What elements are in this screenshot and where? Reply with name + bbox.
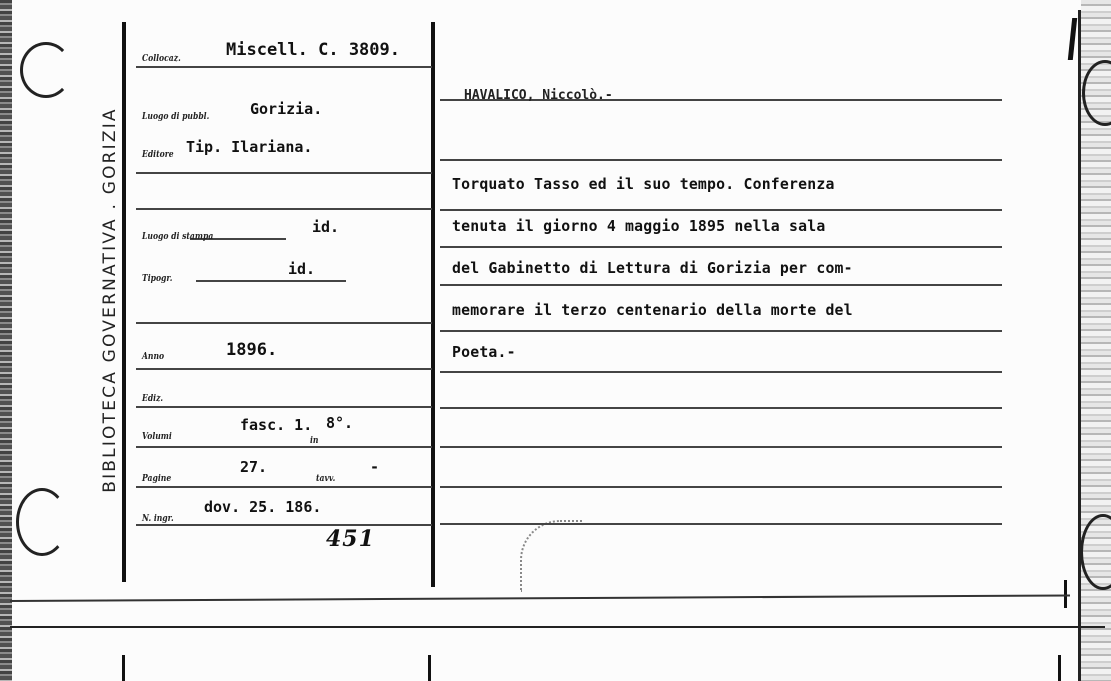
field-rule bbox=[136, 486, 432, 488]
author-heading: HAVALICO, Niccolò.- bbox=[464, 88, 613, 103]
tavole-label: tavv. bbox=[316, 474, 336, 484]
luogo-pubbl-label: Luogo di pubbl. bbox=[142, 112, 210, 122]
punch-hole-bottom-left bbox=[16, 488, 68, 556]
anno-value: 1896. bbox=[226, 340, 278, 360]
card-bottom-border bbox=[10, 594, 1070, 602]
volumi-value: fasc. 1. bbox=[240, 416, 313, 434]
tavole-value: - bbox=[370, 458, 380, 476]
luogo-pubbl-value: Gorizia. bbox=[250, 100, 323, 118]
collocazione-label: Collocaz. bbox=[142, 54, 181, 64]
editore-label: Editore bbox=[142, 150, 174, 160]
field-underline bbox=[196, 280, 346, 282]
next-card-tick-right bbox=[1058, 655, 1061, 681]
editore-value: Tip. Ilariana. bbox=[186, 138, 313, 156]
field-rule bbox=[136, 446, 432, 448]
entry-rule bbox=[440, 486, 1002, 488]
entry-rule bbox=[440, 407, 1002, 409]
title-line-5: Poeta.- bbox=[452, 344, 516, 361]
entry-rule bbox=[440, 523, 1002, 525]
field-rule bbox=[136, 368, 432, 370]
volumi-format: 8°. bbox=[326, 414, 354, 432]
anno-label: Anno bbox=[142, 352, 165, 362]
title-line-3: del Gabinetto di Lettura di Gorizia per com- bbox=[452, 260, 853, 277]
title-line-1: Torquato Tasso ed il suo tempo. Conferenza bbox=[452, 176, 835, 193]
entry-rule bbox=[440, 371, 1002, 373]
luogo-stampa-label: Luogo di stampa bbox=[142, 232, 214, 242]
collocazione-value: Miscell. C. 3809. bbox=[226, 40, 400, 60]
next-card-tick-left bbox=[122, 655, 125, 681]
field-rule bbox=[136, 322, 432, 324]
title-line-2: tenuta il giorno 4 maggio 1895 nella sala bbox=[452, 218, 826, 235]
card-next-border bbox=[10, 626, 1105, 628]
entry-rule bbox=[440, 446, 1002, 448]
handwritten-number: 451 bbox=[326, 526, 375, 552]
entry-rule bbox=[440, 284, 1002, 286]
tipografo-value: id. bbox=[288, 260, 316, 278]
pagine-value: 27. bbox=[240, 458, 268, 476]
tipografo-label: Tipogr. bbox=[142, 274, 173, 284]
paper-smudge bbox=[520, 520, 582, 592]
volumi-label: Volumi bbox=[142, 432, 172, 442]
field-rule bbox=[136, 172, 432, 174]
field-rule bbox=[136, 406, 432, 408]
scan-edge-left bbox=[0, 0, 12, 681]
column-divider-rule bbox=[431, 22, 435, 587]
field-rule bbox=[136, 208, 432, 210]
n-ingr-value: dov. 25. 186. bbox=[204, 498, 322, 516]
field-rule bbox=[136, 524, 432, 526]
entry-rule bbox=[440, 330, 1002, 332]
field-rule bbox=[136, 66, 432, 68]
edizione-label: Ediz. bbox=[142, 394, 164, 404]
punch-hole-top-left bbox=[20, 42, 72, 98]
left-margin-rule bbox=[122, 22, 126, 582]
entry-rule bbox=[440, 246, 1002, 248]
title-line-4: memorare il terzo centenario della morte del bbox=[452, 302, 853, 319]
library-stamp: BIBLIOTECA GOVERNATIVA . GORIZIA bbox=[100, 107, 120, 493]
entry-rule bbox=[440, 159, 1002, 161]
next-card-tick-mid bbox=[428, 655, 431, 681]
luogo-stampa-value: id. bbox=[312, 218, 340, 236]
n-ingr-label: N. ingr. bbox=[142, 514, 174, 524]
pagine-label: Pagine bbox=[142, 474, 172, 484]
volumi-in-label: in bbox=[310, 436, 319, 446]
card-right-border bbox=[1078, 10, 1081, 681]
card-right-mark bbox=[1068, 18, 1077, 60]
entry-rule bbox=[440, 209, 1002, 211]
